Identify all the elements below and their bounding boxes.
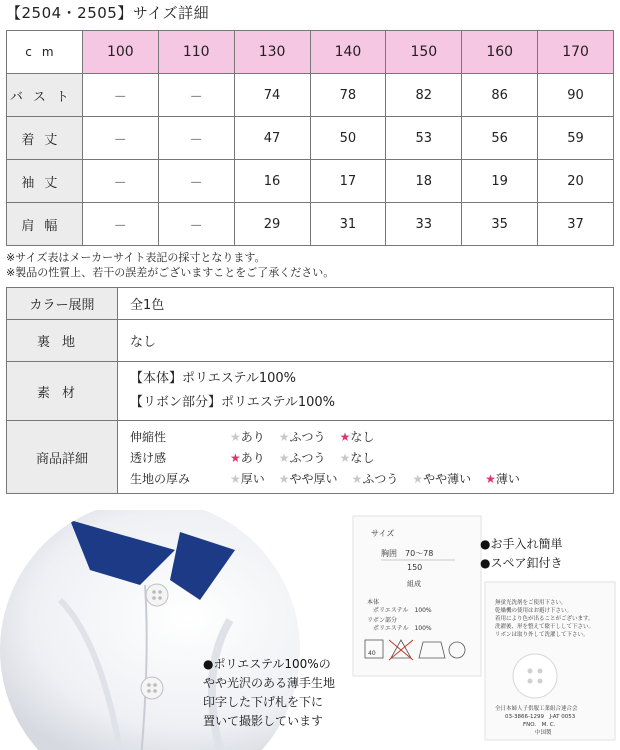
svg-text:03-3866-1299 J-AT 0053: 03-3866-1299 J-AT 0053 [505, 714, 576, 720]
detail-sheer [130, 447, 601, 468]
table-cell: 18 [386, 160, 462, 203]
svg-text:無蛍光洗剤をご使用下さい。: 無蛍光洗剤をご使用下さい。 [495, 600, 567, 606]
table-cell: 20 [538, 160, 614, 203]
detail-option: ★ふつう [278, 450, 326, 465]
table-cell: 17 [310, 160, 386, 203]
star-icon: ★ [278, 471, 290, 486]
svg-text:乾燥機の使用はお避け下さい。: 乾燥機の使用はお避け下さい。 [495, 608, 573, 614]
size-tag [353, 516, 481, 676]
info-value [118, 362, 614, 421]
size-row-sleeve [7, 160, 614, 203]
info-row-details [7, 421, 614, 494]
detail-option: ★なし [339, 429, 375, 444]
table-cell: － [82, 117, 158, 160]
svg-text:ポリエステル 100%: ポリエステル 100% [373, 607, 432, 614]
table-cell: 74 [234, 74, 310, 117]
detail-option: ★ふつう [351, 471, 399, 486]
detail-option: ★やや厚い [278, 471, 338, 486]
svg-text:中国製: 中国製 [535, 730, 552, 736]
table-cell: － [82, 74, 158, 117]
size-header: 160 [462, 31, 538, 74]
svg-text:サイズ: サイズ [371, 529, 395, 538]
star-icon: ★ [339, 429, 351, 444]
detail-option: ★厚い [230, 471, 265, 486]
svg-text:組成: 組成 [407, 580, 421, 588]
table-cell: 47 [234, 117, 310, 160]
row-label: 肩幅 [7, 203, 83, 246]
info-row-material [7, 362, 614, 421]
star-icon: ★ [412, 471, 424, 486]
table-cell: 86 [462, 74, 538, 117]
table-cell: 37 [538, 203, 614, 246]
star-icon: ★ [230, 429, 241, 444]
detail-option: ★あり [230, 429, 265, 444]
size-row-length [7, 117, 614, 160]
svg-text:150: 150 [407, 563, 423, 572]
info-label: 裏地 [7, 320, 118, 362]
star-icon: ★ [339, 450, 351, 465]
fabric-caption: ●ポリエステル100%の やや光沢のある薄手生地 印字した下げ札を下に 置いて撮影しています [203, 657, 336, 728]
table-cell: 19 [462, 160, 538, 203]
info-label: カラー展開 [7, 288, 118, 320]
care-caption: ●お手入れ簡単 ●スペア釦付き [480, 537, 563, 570]
svg-text:40: 40 [368, 650, 376, 657]
table-cell: 82 [386, 74, 462, 117]
size-row-bust [7, 74, 614, 117]
detail-option: ★やや薄い [412, 471, 472, 486]
table-cell: － [158, 203, 234, 246]
size-notes [6, 250, 334, 280]
note-line: ※サイズ表はメーカーサイト表記の採寸となります。 [6, 251, 266, 264]
table-cell: 53 [386, 117, 462, 160]
detail-option: ★薄い [485, 471, 520, 486]
star-icon: ★ [230, 471, 241, 486]
page-title: 【2504・2505】サイズ詳細 [6, 4, 210, 22]
table-cell: 50 [310, 117, 386, 160]
detail-name: 伸縮性 [130, 429, 167, 444]
info-value: なし [118, 320, 614, 362]
row-label: 着丈 [7, 117, 83, 160]
table-cell: 90 [538, 74, 614, 117]
star-icon: ★ [351, 471, 363, 486]
size-header: 140 [310, 31, 386, 74]
size-row-shoulder [7, 203, 614, 246]
size-header-row [7, 31, 614, 74]
table-cell: 56 [462, 117, 538, 160]
star-icon: ★ [278, 429, 290, 444]
table-cell: 31 [310, 203, 386, 246]
svg-text:リボンは取り外して洗濯して下さい。: リボンは取り外して洗濯して下さい。 [495, 632, 589, 638]
spare-button-icon [513, 654, 557, 698]
row-label: 袖丈 [7, 160, 83, 203]
table-cell: － [82, 203, 158, 246]
svg-text:全日本婦人子供服工業組合連合会: 全日本婦人子供服工業組合連合会 [495, 706, 578, 712]
info-row-lining [7, 320, 614, 362]
detail-stretch [130, 426, 601, 447]
table-cell: 16 [234, 160, 310, 203]
details-cell [118, 421, 614, 494]
info-row-color [7, 288, 614, 320]
detail-name: 透け感 [130, 450, 167, 465]
table-cell: － [158, 160, 234, 203]
size-header: 100 [82, 31, 158, 74]
table-cell: 59 [538, 117, 614, 160]
star-icon: ★ [230, 450, 241, 465]
star-icon: ★ [278, 450, 290, 465]
detail-option: ★ふつう [278, 429, 326, 444]
size-header: 110 [158, 31, 234, 74]
svg-text:胸囲 70～78: 胸囲 70～78 [381, 549, 434, 558]
svg-text:リボン部分: リボン部分 [367, 617, 398, 624]
unit-cell: cm [7, 31, 83, 74]
product-info-table [6, 287, 614, 494]
detail-option: ★なし [339, 450, 375, 465]
info-label: 商品詳細 [7, 421, 118, 494]
table-cell: － [158, 74, 234, 117]
size-table [6, 30, 614, 246]
material-line: 【本体】ポリエステル100% [130, 371, 296, 386]
size-header: 130 [234, 31, 310, 74]
detail-option: ★あり [230, 450, 265, 465]
size-header: 150 [386, 31, 462, 74]
svg-text:FNO. M. C.: FNO. M. C. [523, 722, 556, 728]
row-label: バスト [7, 74, 83, 117]
svg-text:着用により色が出ることがございます。: 着用により色が出ることがございます。 [495, 616, 594, 622]
table-cell: 78 [310, 74, 386, 117]
svg-text:ポリエステル 100%: ポリエステル 100% [373, 625, 432, 632]
table-cell: － [158, 117, 234, 160]
table-cell: 35 [462, 203, 538, 246]
svg-text:本体: 本体 [367, 599, 380, 606]
detail-name: 生地の厚み [130, 471, 191, 486]
info-value: 全1色 [118, 288, 614, 320]
material-line: 【リボン部分】ポリエステル100% [130, 395, 335, 410]
svg-text:洗濯後、形を整えて陰干しして下さい。: 洗濯後、形を整えて陰干しして下さい。 [495, 624, 595, 630]
button-icon [141, 677, 163, 699]
table-cell: 29 [234, 203, 310, 246]
table-cell: 33 [386, 203, 462, 246]
detail-thickness [130, 468, 601, 489]
care-tag [485, 582, 615, 740]
button-icon [146, 584, 168, 606]
info-label: 素材 [7, 362, 118, 421]
note-line: ※製品の性質上、若干の誤差がございますことをご了承ください。 [6, 266, 335, 279]
size-header: 170 [538, 31, 614, 74]
star-icon: ★ [485, 471, 496, 486]
table-cell: － [82, 160, 158, 203]
